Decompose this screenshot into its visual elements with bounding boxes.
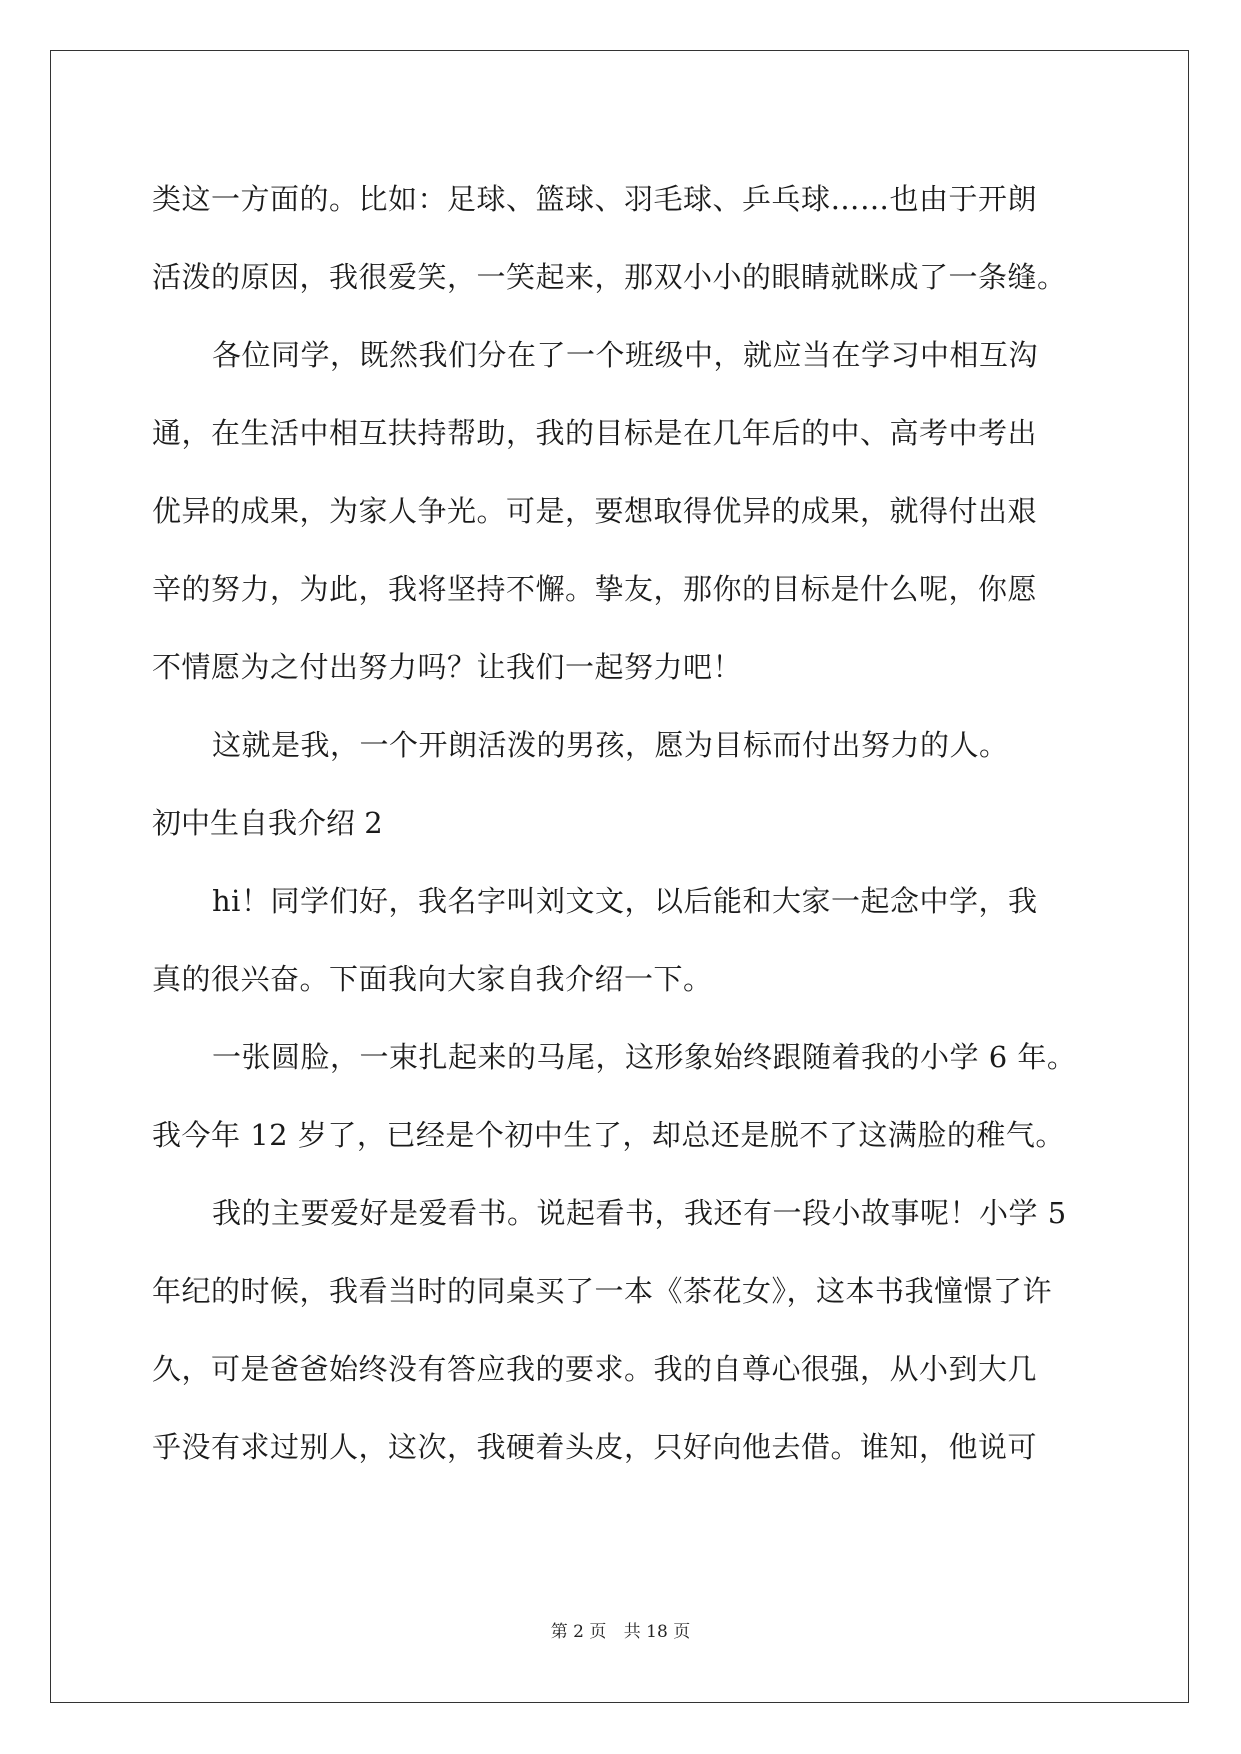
paragraph-start-line: 这就是我，一个开朗活泼的男孩，愿为目标而付出努力的人。 [212, 728, 1009, 762]
paragraph-start-line: 各位同学，既然我们分在了一个班级中，就应当在学习中相互沟 [212, 338, 1039, 372]
text-line: 年纪的时候，我看当时的同桌买了一本《茶花女》，这本书我憧憬了许 [152, 1274, 1053, 1308]
page-footer [0, 1617, 1241, 1642]
text-line: 久，可是爸爸始终没有答应我的要求。我的自尊心很强，从小到大几 [152, 1352, 1038, 1386]
text-line: 通，在生活中相互扶持帮助，我的目标是在几年后的中、高考中考出 [152, 416, 1038, 450]
page-number: 第 2 页 [550, 1622, 607, 1642]
text-line: 活泼的原因，我很爱笑，一笑起来，那双小小的眼睛就眯成了一条缝。 [152, 260, 1067, 294]
text-line: 类这一方面的。比如：足球、篮球、羽毛球、乒乓球……也由于开朗 [152, 182, 1038, 216]
text-line: 不情愿为之付出努力吗？让我们一起努力吧！ [152, 650, 743, 684]
page-total: 共 18 页 [623, 1622, 691, 1642]
paragraph-start-line: 我的主要爱好是爱看书。说起看书，我还有一段小故事呢！小学 5 [212, 1196, 1067, 1230]
text-line: 乎没有求过别人，这次，我硬着头皮，只好向他去借。谁知，他说可 [152, 1430, 1038, 1464]
document-body [152, 160, 1088, 1486]
text-line: 我今年 12 岁了，已经是个初中生了，却总还是脱不了这满脸的稚气。 [152, 1118, 1065, 1152]
paragraph-start-line: 一张圆脸，一束扎起来的马尾，这形象始终跟随着我的小学 6 年。 [212, 1040, 1077, 1074]
paragraph-start-line: hi！同学们好，我名字叫刘文文，以后能和大家一起念中学，我 [212, 884, 1038, 918]
text-line: 辛的努力，为此，我将坚持不懈。挚友，那你的目标是什么呢，你愿 [152, 572, 1038, 606]
text-line: 优异的成果，为家人争光。可是，要想取得优异的成果，就得付出艰 [152, 494, 1038, 528]
text-line: 真的很兴奋。下面我向大家自我介绍一下。 [152, 962, 713, 996]
section-heading: 初中生自我介绍 2 [152, 806, 383, 840]
